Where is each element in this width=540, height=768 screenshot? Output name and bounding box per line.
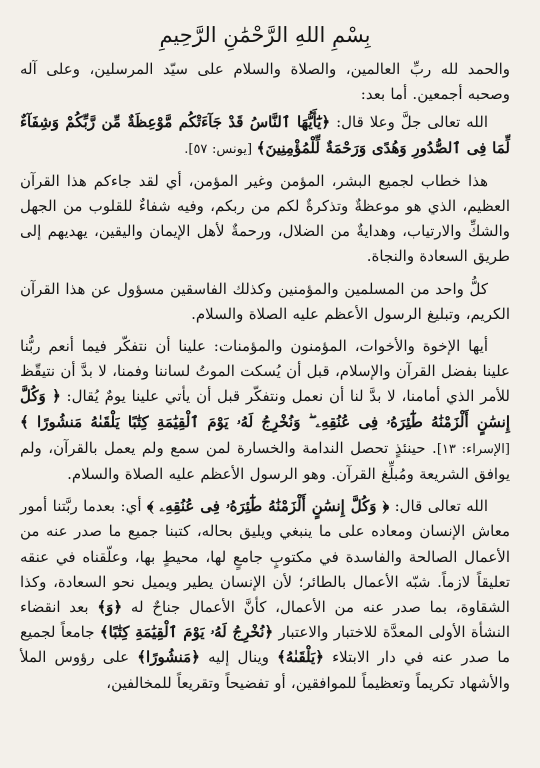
quran-verse: ﴿يَٰٓأَيُّهَا ٱلنَّاسُ قَدْ جَآءَتْكُم مَّوْعِظَةٌ مِّن رَّبِّكُمْ وَشِفَآءٌ لِّمَا فِى ٱلصُّدُورِ وَهُدًى وَرَحْمَةٌ لِّلْمُؤْمِنِينَ﴾ <box>20 113 510 157</box>
tafsir-text: جامعاً لجميع ما صدر عنه في دار الابتلاء <box>20 623 510 667</box>
quran-word: ﴿يَلْقَىٰهُ﴾ <box>277 648 324 667</box>
consequence-text: . حينئذٍ تحصل الندامة والخسارة لمن سمع ولم يعمل بالقرآن، ولم يوافق الشريعة ومُبلِّغ القرآن. وهو الرسول الأعظم عليه الصلاة والسلام. <box>20 438 510 484</box>
tafsir-intro: الله تعالى قال: <box>389 497 488 516</box>
quran-word: ﴿مَنشُورًا﴾ <box>137 648 200 667</box>
responsibility-text: كلُّ واحد من المسلمين والمؤمنين وكذلك الفاسقين مسؤول عن هذا القرآن الكريم، وتبليغ الرسول الأعظم عليه الصلاة والسلام. <box>20 279 510 323</box>
intro-text: الله تعالى جلَّ وعلا قال: <box>330 113 489 132</box>
quran-word: ﴿وَ﴾ <box>97 598 123 617</box>
verse-reference: [يونس: ٥٧]. <box>184 141 257 157</box>
tafsir-text: وينال إليه <box>199 648 278 667</box>
verse-yunus-paragraph <box>20 110 510 161</box>
verse-reference: [الإسراء: ١٣] <box>436 441 510 457</box>
explanation-text: هذا خطاب لجميع البشر، المؤمن وغير المؤمن، أي لقد جاءكم هذا القرآن العظيم، الذي هو موعظةٌ وتذكرةٌ لكم من ربكم، وفيه شفاءٌ للقلوب من الجهل والشكِّ والارتياب، وهدايةٌ من الضلال، ورحمةٌ لأهل الإيمان واليقين، يهديهم إلى طريق السعادة والنجاة. <box>20 171 510 266</box>
tafsir-text: على رؤوس الملأ والأشهاد تكريماً وتعظيماً للموافقين، أو تفضيحاً وتقريعاً للمخالفين، <box>20 648 510 692</box>
address-text: أيها الإخوة والأخوات، المؤمنون والمؤمنات: علينا أن نتفكّر فيما أنعم ربُّنا علينا بفضل القرآن والإسلام، قبل أن يُسكت الموتُ لساننا وفمنا، لا بدَّ أن نتيقّظ للأمر الذي أمامنا، لا بدَّ لنا أن نعمل ونتفكّر قبل أن يأتي علينا يومٌ يُقال: <box>20 337 510 406</box>
tafsir-text: أي: بعدما ربَّتنا أمور معاش الإنسان ومعاده على ما ينبغي ويليق بحاله، كتبنا جميع ما صدر عنه من الأعمال الصالحة والفاسدة في مكتوبٍ جامعٍ لها، محيطٍ بها، وعلّقناه في عنقه تعليقاً لازماً. شبّه الأعمال بالطائر؛ لأن الإنسان يطير ويميل نحو السعادة، وكذا الشقاوة، بما صدر عنه من الأعمال، كأنَّ الأعمال جناحٌ له <box>20 497 510 617</box>
quran-verse: ﴿ وَكُلَّ إِنسَٰنٍ أَلْزَمْنَٰهُ طَٰٓئِرَهُۥ فِى عُنُقِهِۦ ﴾ <box>146 497 390 516</box>
tafsir-text: بعد انقضاء النشأة الأولى المعدَّة للاختبار والاعتبار <box>20 598 510 642</box>
brothers-sisters-paragraph <box>20 334 510 487</box>
tafsir-paragraph <box>20 494 510 696</box>
responsibility-paragraph <box>20 277 510 327</box>
opening-paragraph <box>20 57 510 107</box>
basmala-heading: بِسْمِ اللهِ الرَّحْمَٰنِ الرَّحِيمِ <box>159 23 371 47</box>
explanation-paragraph <box>20 169 510 270</box>
quran-verse: ﴿نُخْرِجُ لَهُۥ يَوْمَ ٱلْقِيَٰمَةِ كِتَٰبًا﴾ <box>99 623 274 642</box>
quran-verse: ﴿ وَكُلَّ إِنسَٰنٍ أَلْزَمْنَٰهُ طَٰٓئِرَهُۥ فِى عُنُقِهِۦ ۖ وَنُخْرِجُ لَهُۥ يَوْمَ ٱلْقِيَٰمَةِ كِتَٰبًا يَلْقَىٰهُ مَنشُورًا ﴾ <box>20 387 510 431</box>
opening-text: والحمد لله ربِّ العالمين، والصلاة والسلام على سيّد المرسلين، وعلى آله وصحبه أجمعين. أما بعد: <box>20 60 510 104</box>
